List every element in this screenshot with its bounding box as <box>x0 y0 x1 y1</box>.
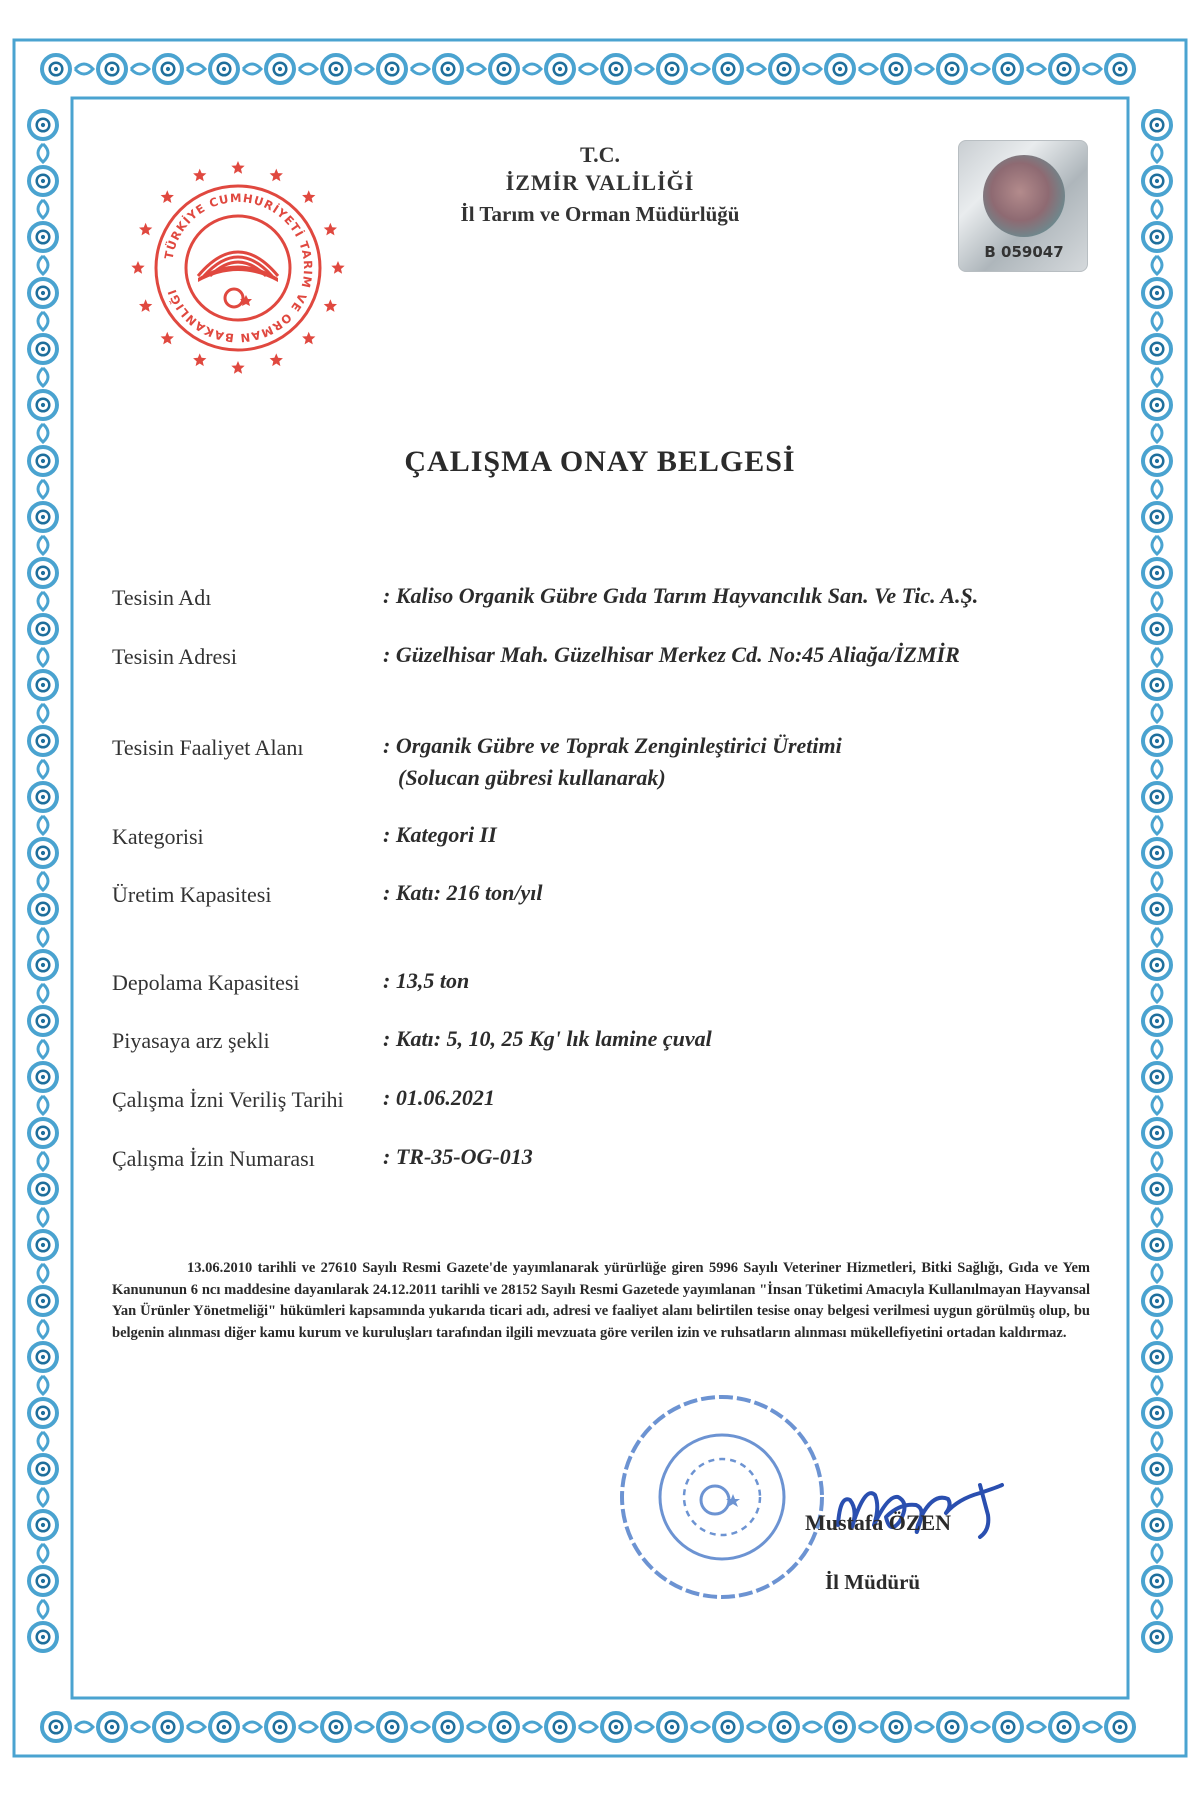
field-label-activity-area: Tesisin Faaliyet Alanı <box>112 735 304 760</box>
hologram-serial: B 059047 <box>984 243 1064 261</box>
official-stamp <box>615 1390 830 1605</box>
field-value-activity-area-note: (Solucan gübresi kullanarak) <box>398 765 666 790</box>
field-value-permit-date: : 01.06.2021 <box>383 1085 495 1110</box>
field-value-permit-number: : TR-35-OG-013 <box>383 1144 533 1169</box>
header-tc: T.C. <box>580 142 620 167</box>
field-value-category: : Kategori II <box>383 822 497 847</box>
field-label-category: Kategorisi <box>112 824 204 849</box>
signer-title: İl Müdürü <box>825 1570 921 1594</box>
svg-text:TÜRKİYE CUMHURİYETİ TARIM VE O: TÜRKİYE CUMHURİYETİ TARIM VE ORMAN BAKANLIĞI <box>161 190 316 346</box>
document-title: ÇALIŞMA ONAY BELGESİ <box>404 445 796 478</box>
field-value-activity-area: : Organik Gübre ve Toprak Zenginleştirici Üretimi <box>383 733 842 758</box>
field-label-production-capacity: Üretim Kapasitesi <box>112 882 272 907</box>
field-value-facility-name: : Kaliso Organik Gübre Gıda Tarım Hayvancılık San. Ve Tic. A.Ş. <box>383 583 979 608</box>
header-directorate: İl Tarım ve Orman Müdürlüğü <box>460 202 740 226</box>
field-label-storage-capacity: Depolama Kapasitesi <box>112 970 300 995</box>
field-label-market-form: Piyasaya arz şekli <box>112 1028 270 1053</box>
legal-paragraph-text: 13.06.2010 tarihli ve 27610 Sayılı Resmi Gazete'de yayımlanarak yürürlüğe giren 5996 Sayılı Veteriner Hizmetleri, Bitki Sağlığı, Gıda ve Yem Kanununun 6 ncı maddesine dayanılarak 24.12.2011 tarihli ve 28152 Sayılı Resmi Gazetede yayımlanan "İnsan Tüketimi Amacıyla Kullanılmayan Hayvansal Yan Ürünler Yönetmeliği" hükümleri kapsamında yukarıda ticari adı, adresi ve faaliyet alanı belirtilen tesise onay belgesi verilmesi uygun görülmüş olup, bu belgenin alınması diğer kamu kurum ve kuruluşları tarafından ilgili mevzuata göre verilen izin ve ruhsatların alınması mükellefiyetini ortadan kaldırmaz. <box>112 1260 1090 1341</box>
field-label-permit-number: Çalışma İzin Numarası <box>112 1146 315 1171</box>
field-value-facility-address: : Güzelhisar Mah. Güzelhisar Merkez Cd. No:45 Aliağa/İZMİR <box>383 642 960 667</box>
field-value-market-form: : Katı: 5, 10, 25 Kg' lık lamine çuval <box>383 1026 712 1051</box>
header-governorship: İZMİR VALİLİĞİ <box>505 170 695 195</box>
legal-paragraph <box>112 1258 1090 1344</box>
signer-name: Mustafa ÖZEN <box>805 1510 952 1535</box>
field-value-storage-capacity: : 13,5 ton <box>383 968 470 993</box>
field-value-production-capacity: : Katı: 216 ton/yıl <box>383 880 543 905</box>
field-label-permit-date: Çalışma İzni Veriliş Tarihi <box>112 1087 344 1112</box>
field-label-facility-name: Tesisin Adı <box>112 585 212 610</box>
field-label-facility-address: Tesisin Adresi <box>112 644 237 669</box>
